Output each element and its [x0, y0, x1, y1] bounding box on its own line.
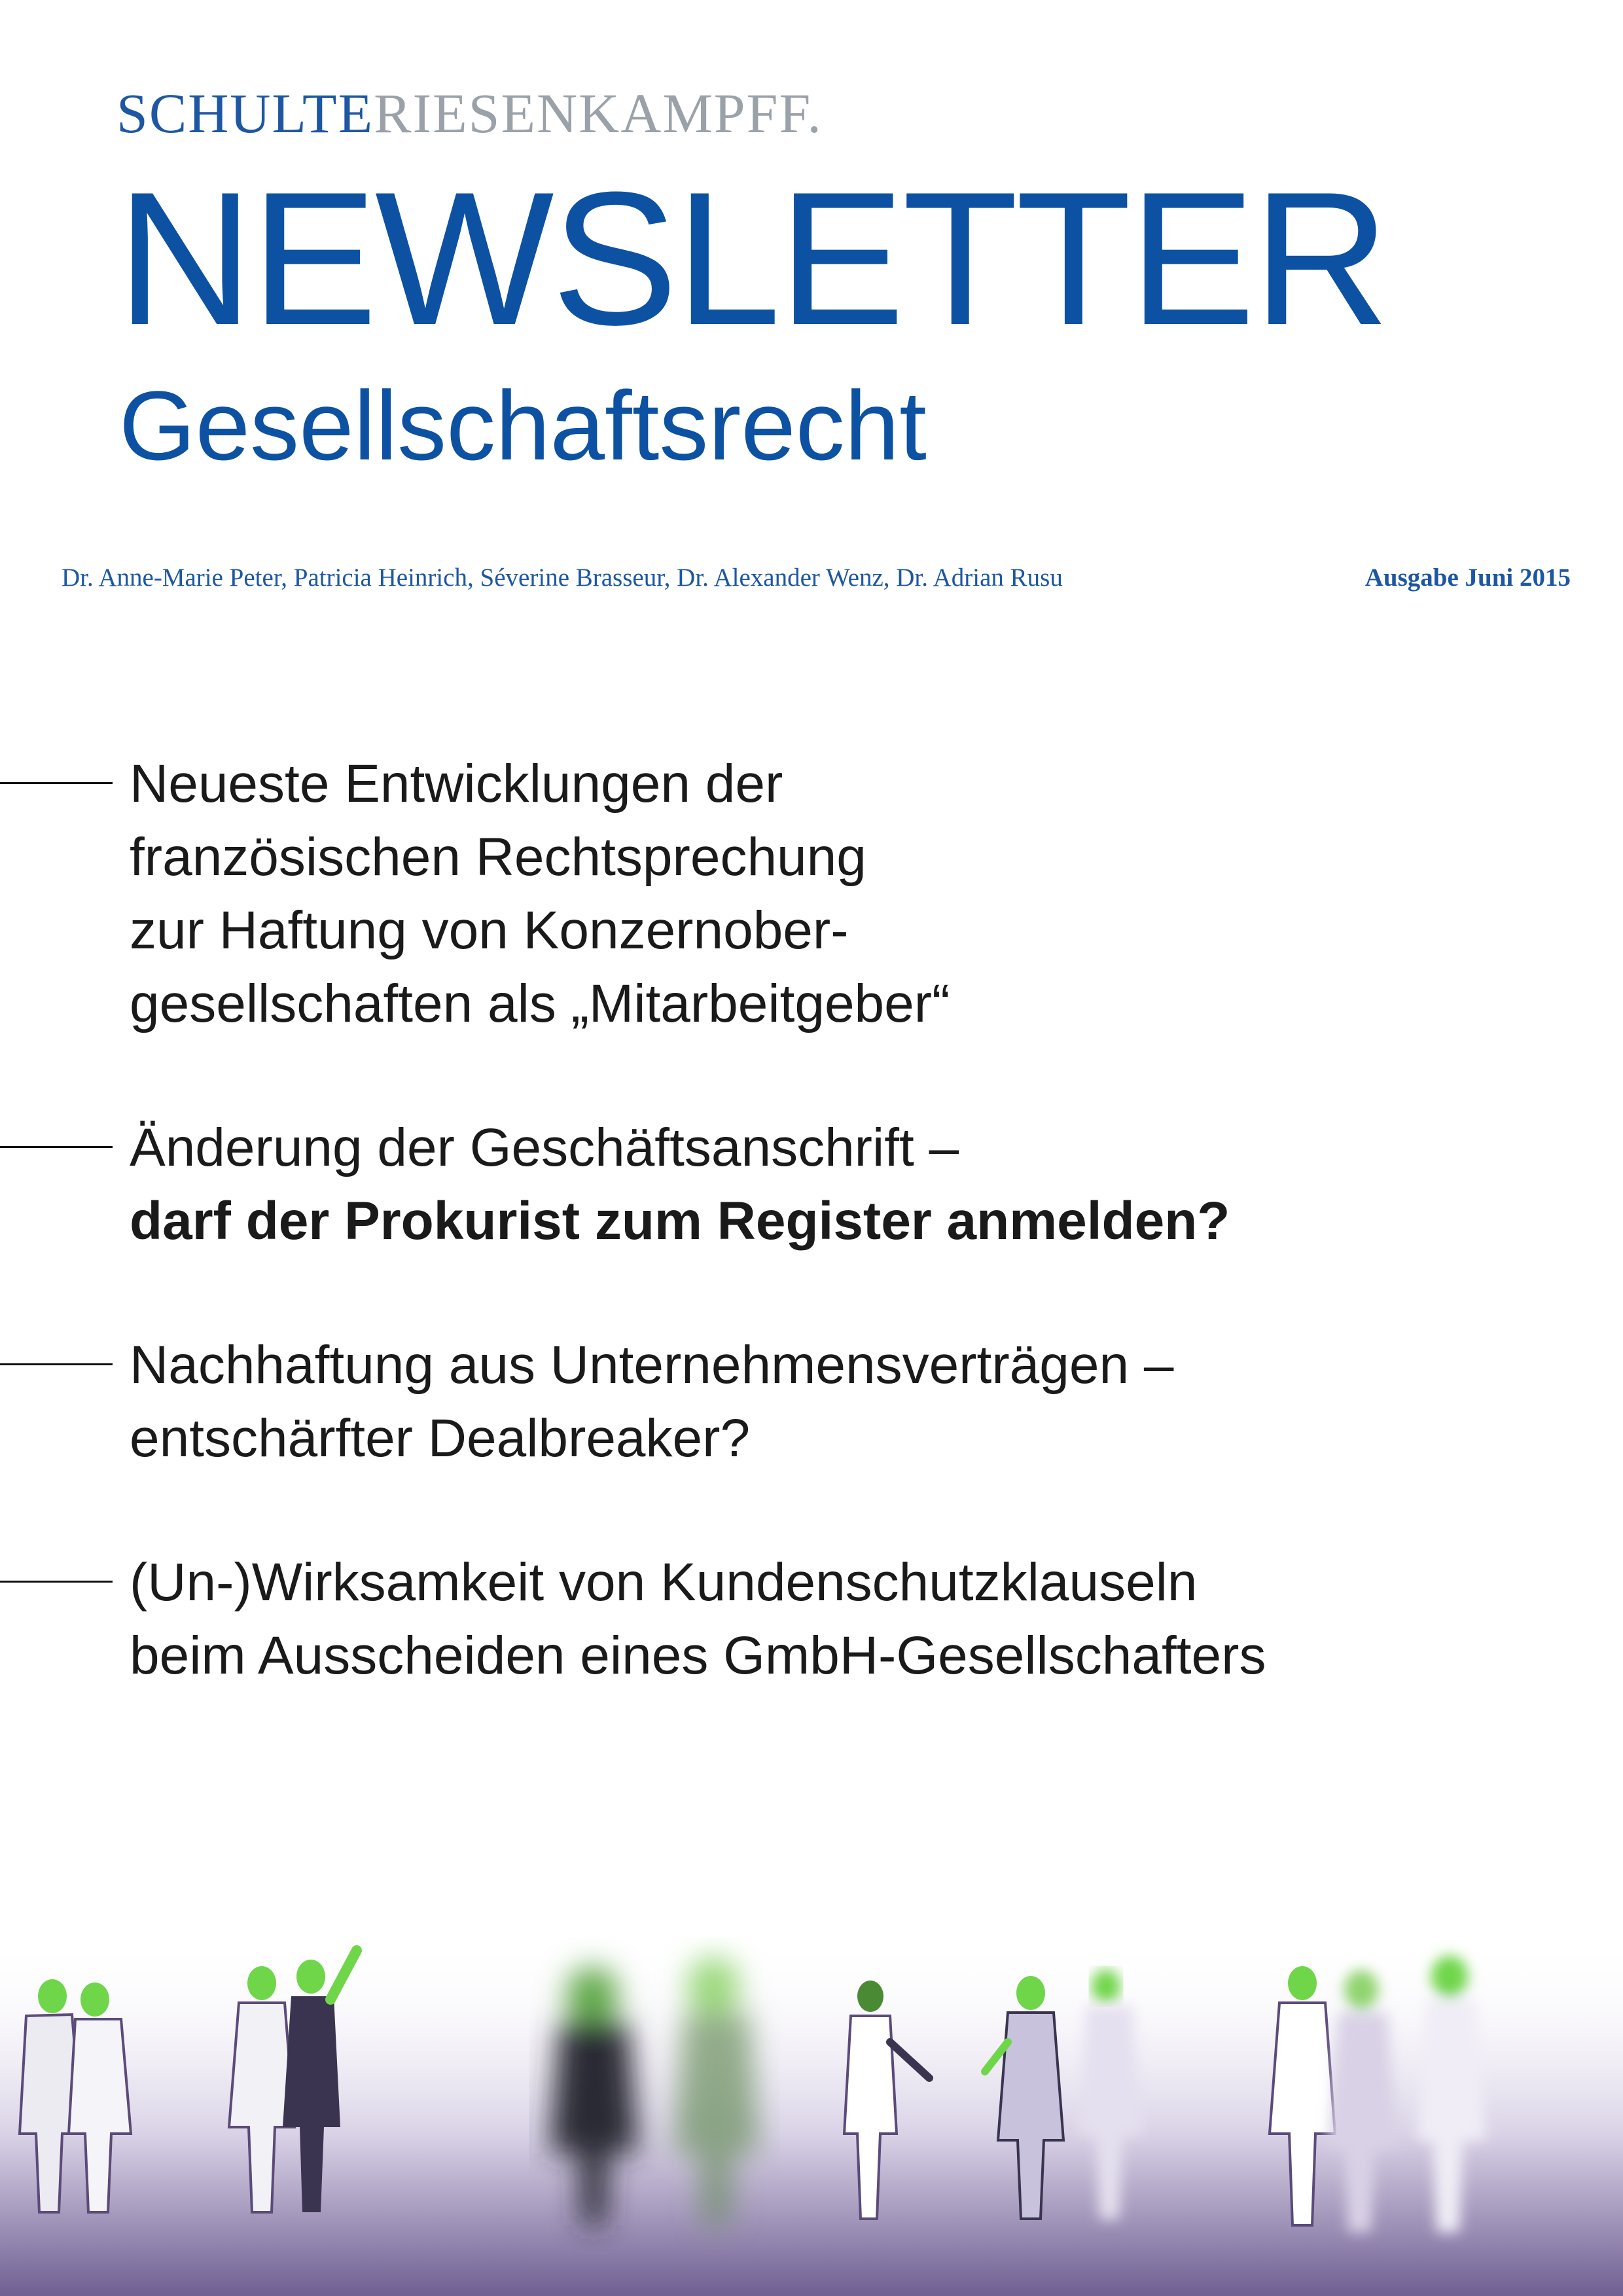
toc-line: gesellschaften als „Mitarbeitgeber“	[130, 974, 950, 1033]
toc-rule	[0, 1363, 113, 1365]
toc-text	[130, 747, 950, 1041]
toc-line: französischen Rechtsprechung	[130, 827, 866, 887]
toc-line: zur Haftung von Konzernober-	[130, 901, 849, 960]
toc-line-bold: darf der Prokurist zum Register anmelden?	[130, 1191, 1230, 1251]
brand-logo-part1: SCHULTE	[116, 82, 374, 145]
toc-line: entschärfter Dealbreaker?	[130, 1408, 751, 1468]
brand-logo-part2: RIESENKAMPFF.	[374, 82, 823, 145]
toc-line: Nachhaftung aus Unternehmensverträgen –	[130, 1335, 1174, 1395]
toc-line: Neueste Entwicklungen der	[130, 754, 783, 814]
toc-line: beim Ausscheiden eines GmbH-Gesellschafters	[130, 1626, 1266, 1685]
toc-text	[130, 1329, 1173, 1475]
authors-line: Dr. Anne-Marie Peter, Patricia Heinrich, Séverine Brasseur, Dr. Alexander Wenz, Dr. Adrian Rusu	[62, 564, 1063, 592]
toc-text	[130, 1111, 1230, 1258]
brand-logo	[116, 82, 823, 145]
issue-date: Ausgabe Juni 2015	[1364, 564, 1571, 592]
toc-line: (Un-)Wirksamkeit von Kundenschutzklauseln	[130, 1552, 1198, 1612]
newsletter-subtitle: Gesellschaftsrecht	[119, 370, 927, 480]
toc-line: Änderung der Geschäftsanschrift –	[130, 1118, 959, 1177]
toc-rule	[0, 1146, 113, 1148]
figures-photo	[0, 1937, 1623, 2296]
toc-text	[130, 1546, 1266, 1693]
toc-rule	[0, 1581, 113, 1583]
toc-rule	[0, 782, 113, 784]
newsletter-title: NEWSLETTER	[116, 152, 1387, 365]
